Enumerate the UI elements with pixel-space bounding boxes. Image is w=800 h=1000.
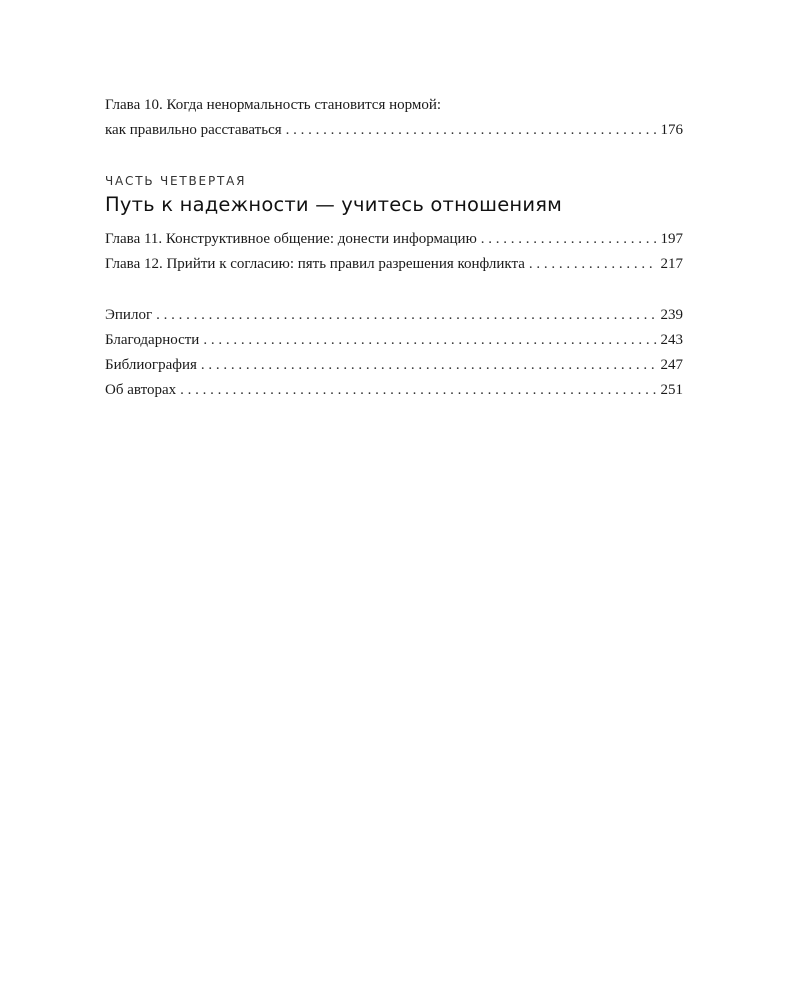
dot-leader (529, 252, 657, 277)
toc-entry-text: Глава 12. Прийти к согласию: пять правил разрешения конфликта (105, 256, 525, 272)
toc-entry-text: Об авторах (105, 382, 177, 398)
dot-leader (203, 328, 656, 353)
toc-page-number: 176 (660, 122, 683, 138)
toc-entry-bibliography (105, 353, 683, 378)
toc-page-number: 239 (660, 307, 683, 323)
dot-leader (286, 118, 657, 143)
dot-leader (481, 227, 657, 252)
toc-page-number: 217 (660, 256, 683, 272)
toc-entry-chapter-11 (105, 227, 683, 252)
toc-entry-chapter-10-title: Глава 10. Когда ненормальность становится нормой: (105, 97, 442, 113)
toc-page-number: 197 (660, 231, 683, 247)
part-title: Путь к надежности — учитесь отношениям (105, 193, 563, 216)
toc-entry-acknowledgements (105, 328, 683, 353)
toc-entry-about-authors (105, 378, 683, 403)
toc-entry-text: Библиография (105, 357, 197, 373)
toc-entry-chapter-12 (105, 252, 683, 277)
dot-leader (201, 353, 657, 378)
toc-page-number: 247 (660, 357, 683, 373)
toc-entry-text: Эпилог (105, 307, 153, 323)
toc-page-number: 251 (660, 382, 683, 398)
toc-page (105, 93, 683, 403)
part-label: ЧАСТЬ ЧЕТВЕРТАЯ (105, 174, 247, 188)
dot-leader (180, 378, 656, 403)
toc-entry-text: Глава 11. Конструктивное общение: донести информацию (105, 231, 477, 247)
toc-entry-chapter-10 (105, 118, 683, 143)
toc-page-number: 243 (660, 332, 683, 348)
toc-entry-text: как правильно расставаться (105, 122, 282, 138)
toc-entry-text: Благодарности (105, 332, 200, 348)
dot-leader (156, 303, 656, 328)
section-spacer (105, 277, 683, 303)
toc-entry-epilogue (105, 303, 683, 328)
